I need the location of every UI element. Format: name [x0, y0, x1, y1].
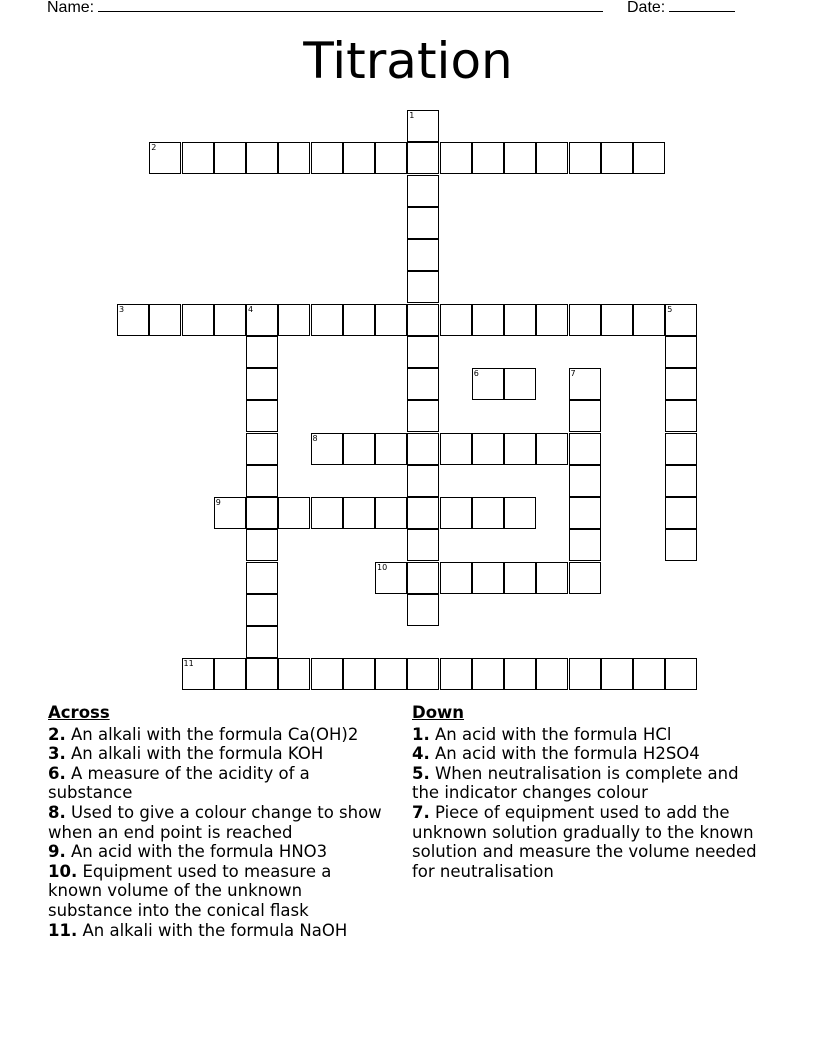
crossword-cell[interactable]: [440, 562, 472, 594]
crossword-cell[interactable]: [504, 658, 536, 690]
across-clue-8: [48, 803, 388, 842]
down-clue-5: [412, 764, 757, 803]
crossword-cell[interactable]: [472, 304, 504, 336]
date-label: Date:: [627, 0, 666, 16]
crossword-cell[interactable]: [214, 658, 246, 690]
clue-text: An alkali with the formula NaOH: [77, 920, 348, 940]
crossword-cell[interactable]: [278, 304, 310, 336]
crossword-cell[interactable]: [407, 594, 439, 626]
cell-number: 4: [248, 304, 254, 314]
crossword-cell[interactable]: [665, 433, 697, 465]
cell-number: 11: [183, 659, 194, 669]
crossword-cell[interactable]: [246, 626, 278, 658]
clue-number: 5.: [412, 763, 430, 783]
crossword-cell[interactable]: [311, 304, 343, 336]
crossword-cell[interactable]: [536, 658, 568, 690]
crossword-cell[interactable]: [375, 562, 407, 594]
crossword-cell[interactable]: [569, 562, 601, 594]
crossword-cell[interactable]: [407, 658, 439, 690]
crossword-cell[interactable]: [536, 142, 568, 174]
crossword-cell[interactable]: [504, 368, 536, 400]
crossword-cell[interactable]: [504, 142, 536, 174]
clue-text: Used to give a colour change to show when an end point is reached: [48, 802, 382, 842]
crossword-cell[interactable]: [472, 497, 504, 529]
crossword-cell[interactable]: [278, 142, 310, 174]
crossword-cell[interactable]: [278, 497, 310, 529]
crossword-cell[interactable]: [182, 304, 214, 336]
crossword-cell[interactable]: [407, 529, 439, 561]
clue-number: 11.: [48, 920, 78, 940]
crossword-cell[interactable]: [601, 142, 633, 174]
down-heading: Down: [412, 703, 465, 722]
clue-text: An acid with the formula HNO3: [65, 842, 328, 862]
crossword-cell[interactable]: [407, 336, 439, 368]
clue-number: 10.: [48, 861, 78, 881]
cell-number: 9: [215, 498, 221, 507]
crossword-cell[interactable]: [375, 497, 407, 529]
across-clue-11: [48, 921, 388, 941]
crossword-cell[interactable]: [407, 239, 439, 271]
crossword-cell[interactable]: [569, 304, 601, 336]
crossword-cell[interactable]: [407, 465, 439, 497]
crossword-cell[interactable]: [375, 658, 407, 690]
crossword-cell[interactable]: [149, 142, 181, 174]
crossword-cell[interactable]: [407, 110, 439, 142]
crossword-cell[interactable]: [472, 368, 504, 400]
crossword-cell[interactable]: [633, 304, 665, 336]
down-clue-7: [412, 803, 757, 881]
crossword-cell[interactable]: [665, 368, 697, 400]
crossword-cell[interactable]: [472, 142, 504, 174]
crossword-cell[interactable]: [440, 658, 472, 690]
cell-number: 6: [473, 369, 479, 378]
crossword-cell[interactable]: [375, 142, 407, 174]
crossword-cell[interactable]: [407, 497, 439, 529]
crossword-cell[interactable]: [246, 336, 278, 368]
crossword-cell[interactable]: [504, 433, 536, 465]
across-clue-6: [48, 764, 388, 803]
crossword-cell[interactable]: [504, 562, 536, 594]
crossword-cell[interactable]: [665, 497, 697, 529]
clue-text: Equipment used to measure a known volume of the unknown substance into the conical flask: [48, 861, 332, 920]
down-clues: [412, 703, 757, 881]
crossword-cell[interactable]: [569, 497, 601, 529]
clue-number: 7.: [412, 802, 430, 822]
crossword-cell[interactable]: [665, 465, 697, 497]
crossword-cell[interactable]: [504, 304, 536, 336]
cell-number: 8: [312, 433, 318, 443]
crossword-cell[interactable]: [569, 368, 601, 400]
crossword-cell[interactable]: [665, 336, 697, 368]
crossword-cell[interactable]: [214, 142, 246, 174]
crossword-cell[interactable]: [278, 658, 310, 690]
crossword-cell[interactable]: [601, 304, 633, 336]
clue-number: 6.: [48, 763, 66, 783]
crossword-cell[interactable]: [569, 465, 601, 497]
crossword-cell[interactable]: [633, 658, 665, 690]
crossword-cell[interactable]: [601, 658, 633, 690]
crossword-cell[interactable]: [569, 433, 601, 465]
crossword-cell[interactable]: [407, 207, 439, 239]
crossword-cell[interactable]: [440, 497, 472, 529]
crossword-cell[interactable]: [407, 304, 439, 336]
crossword-cell[interactable]: [149, 304, 181, 336]
clue-text: An acid with the formula HCl: [429, 724, 672, 744]
crossword-cell[interactable]: [536, 562, 568, 594]
crossword-cell[interactable]: [569, 529, 601, 561]
crossword-cell[interactable]: [569, 658, 601, 690]
crossword-cell[interactable]: [440, 433, 472, 465]
crossword-cell[interactable]: [311, 497, 343, 529]
crossword-cell[interactable]: [407, 175, 439, 207]
across-heading: Across: [48, 703, 110, 722]
crossword-cell[interactable]: [246, 368, 278, 400]
down-clue-1: [412, 725, 757, 745]
crossword-cell[interactable]: [407, 433, 439, 465]
crossword-cell[interactable]: [311, 142, 343, 174]
name-label: Name:: [47, 0, 95, 16]
crossword-cell[interactable]: [246, 433, 278, 465]
crossword-cell[interactable]: [117, 304, 149, 336]
crossword-cell[interactable]: [665, 304, 697, 336]
crossword-cell[interactable]: [343, 658, 375, 690]
crossword-cell[interactable]: [407, 562, 439, 594]
across-clue-2: [48, 725, 388, 745]
clue-text: Piece of equipment used to add the unknown solution gradually to the known solution and measure the volume needed for neutralisation: [412, 802, 757, 881]
crossword-cell[interactable]: [665, 400, 697, 432]
crossword-cell[interactable]: [343, 497, 375, 529]
across-clues: [48, 703, 388, 940]
crossword-cell[interactable]: [246, 562, 278, 594]
crossword-cell[interactable]: [246, 304, 278, 336]
crossword-cell[interactable]: [440, 142, 472, 174]
crossword-cell[interactable]: [343, 304, 375, 336]
crossword-cell[interactable]: [311, 433, 343, 465]
clue-number: 1.: [412, 724, 430, 744]
crossword-cell[interactable]: [569, 142, 601, 174]
crossword-cell[interactable]: [375, 433, 407, 465]
crossword-cell[interactable]: [246, 497, 278, 529]
crossword-cell[interactable]: [182, 142, 214, 174]
crossword-cell[interactable]: [633, 142, 665, 174]
clue-number: 8.: [48, 802, 66, 822]
crossword-cell[interactable]: [472, 658, 504, 690]
clue-text: When neutralisation is complete and the indicator changes colour: [412, 763, 739, 803]
crossword-cell[interactable]: [440, 304, 472, 336]
crossword-cell[interactable]: [343, 433, 375, 465]
crossword-cell[interactable]: [407, 271, 439, 303]
crossword-cell[interactable]: [246, 529, 278, 561]
page-title: Titration: [303, 32, 513, 90]
crossword-cell[interactable]: [407, 368, 439, 400]
crossword-cell[interactable]: [407, 142, 439, 174]
clue-text: An alkali with the formula Ca(OH)2: [65, 724, 359, 744]
crossword-cell[interactable]: [472, 562, 504, 594]
across-clue-10: [48, 862, 388, 921]
crossword-cell[interactable]: [246, 465, 278, 497]
clue-text: A measure of the acidity of a substance: [48, 763, 310, 803]
cell-number: 3: [119, 304, 125, 314]
crossword-cell[interactable]: [536, 304, 568, 336]
across-clue-list: [48, 725, 388, 941]
crossword-cell[interactable]: [182, 658, 214, 690]
crossword-cell[interactable]: [311, 658, 343, 690]
crossword-cell[interactable]: [246, 400, 278, 432]
clue-number: 4.: [412, 744, 430, 764]
clue-number: 3.: [48, 744, 66, 764]
crossword-cell[interactable]: [407, 400, 439, 432]
crossword-cell[interactable]: [665, 658, 697, 690]
crossword-cell[interactable]: [246, 658, 278, 690]
down-clue-4: [412, 744, 757, 764]
across-clue-3: [48, 744, 388, 764]
crossword-cell[interactable]: [504, 497, 536, 529]
crossword-cell[interactable]: [246, 594, 278, 626]
crossword-cell[interactable]: [375, 304, 407, 336]
cell-number: 2: [151, 143, 157, 153]
crossword-cell[interactable]: [343, 142, 375, 174]
cell-number: 10: [377, 562, 388, 572]
crossword-cell[interactable]: [246, 142, 278, 174]
crossword-cell[interactable]: [472, 433, 504, 465]
clue-number: 9.: [48, 842, 66, 862]
crossword-cell[interactable]: [214, 304, 246, 336]
clue-number: 2.: [48, 724, 66, 744]
crossword-cell[interactable]: [214, 497, 246, 529]
crossword-cell[interactable]: [536, 433, 568, 465]
crossword-cell[interactable]: [569, 400, 601, 432]
cell-number: 5: [667, 304, 673, 314]
cell-number: 1: [409, 111, 415, 120]
down-clue-list: [412, 725, 757, 882]
clue-text: An alkali with the formula KOH: [65, 744, 324, 764]
clue-text: An acid with the formula H2SO4: [429, 744, 700, 764]
across-clue-9: [48, 842, 388, 862]
crossword-cell[interactable]: [665, 529, 697, 561]
cell-number: 7: [570, 369, 576, 378]
